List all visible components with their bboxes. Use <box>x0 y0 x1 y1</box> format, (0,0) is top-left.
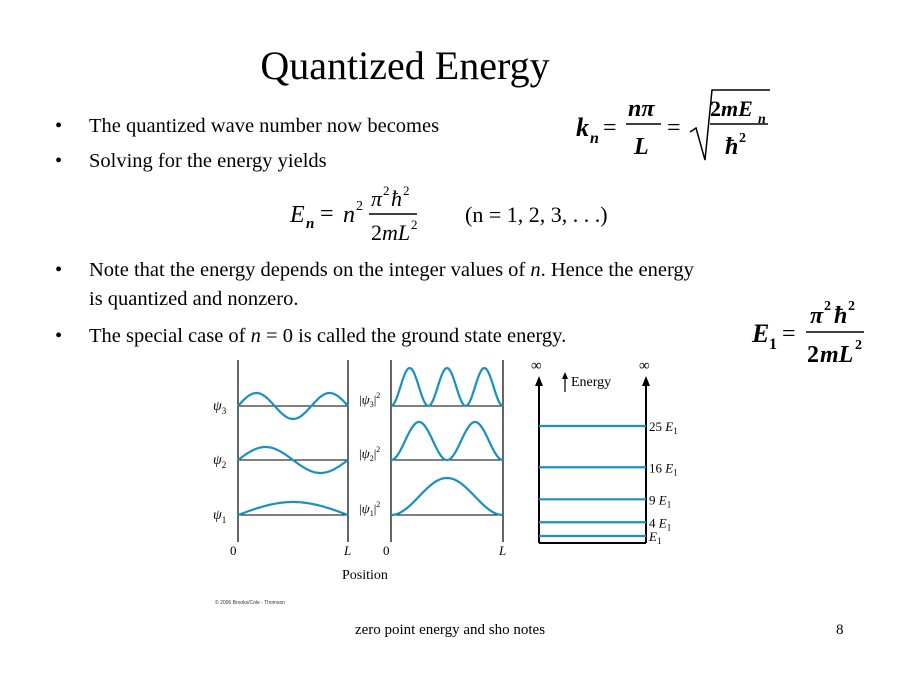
svg-text:k: k <box>576 113 589 142</box>
energy-level-label: 9 $E_1$ <box>649 492 672 510</box>
svg-text:2: 2 <box>848 299 855 314</box>
wave-number-equation <box>570 86 780 166</box>
wavefunction-figure <box>205 352 705 592</box>
prob2-curve <box>391 422 503 460</box>
svg-text:mE: mE <box>721 96 753 121</box>
svg-text:2: 2 <box>356 199 363 214</box>
probability-panel <box>359 360 506 558</box>
svg-text:2: 2 <box>807 342 819 368</box>
copyright-text: © 2006 Brooks/Cole - Thomson <box>215 600 286 606</box>
bullet-marker: • <box>55 259 63 281</box>
psi3-label: $\psi_3$ <box>213 399 227 416</box>
page-number: 8 <box>836 622 844 638</box>
mid-x-start: 0 <box>383 543 390 558</box>
energy-level-panel <box>531 358 678 546</box>
slide-footer: zero point energy and sho notes <box>354 622 546 638</box>
x-axis-label: Position <box>342 568 388 583</box>
psi1-curve <box>238 502 348 515</box>
prob1-curve <box>391 478 503 515</box>
bullet-text: Note that the energy depends on the integer values of n. Hence the energy is quantized and nonzero. <box>89 259 694 310</box>
ground-state-equation <box>748 296 878 376</box>
svg-text:n: n <box>590 130 599 147</box>
bullet-marker: • <box>55 150 63 172</box>
infinity-right: ∞ <box>639 358 650 374</box>
svg-text:n: n <box>343 202 355 228</box>
svg-text:ħ: ħ <box>834 303 848 329</box>
energy-axis-label: Energy <box>571 375 612 390</box>
energy-level-label: $E_1$ <box>649 529 662 546</box>
mid-x-end: L <box>499 543 507 558</box>
svg-text:E: E <box>752 319 770 348</box>
svg-text:2: 2 <box>739 131 746 146</box>
svg-text:E: E <box>290 202 305 228</box>
bullet-text: Solving for the energy yields <box>89 150 327 172</box>
prob2-label: $|\psi_2|^2$ <box>359 445 381 463</box>
slide-title: Quantized Energy <box>260 43 550 88</box>
bullet-text: The quantized wave number now becomes <box>89 115 440 137</box>
energy-level-label: 16 $E_1$ <box>649 460 678 478</box>
svg-text:2: 2 <box>824 299 831 314</box>
svg-text:2: 2 <box>411 217 418 232</box>
svg-text:1: 1 <box>769 336 777 353</box>
svg-text:=: = <box>782 321 796 347</box>
energy-level-label: 25 $E_1$ <box>649 419 678 436</box>
prob3-label: $|\psi_3|^2$ <box>359 391 381 409</box>
svg-text:mL: mL <box>382 220 411 245</box>
svg-text:ħ: ħ <box>725 134 739 160</box>
wavefunction-panel <box>213 360 351 558</box>
prob1-label: $|\psi_1|^2$ <box>359 500 381 518</box>
svg-text:L: L <box>634 134 649 160</box>
svg-text:2: 2 <box>403 183 410 198</box>
bullet-marker: • <box>55 115 63 137</box>
bullet-text: The special case of n = 0 is called the ground state energy. <box>89 325 567 347</box>
svg-text:=: = <box>603 115 617 141</box>
svg-text:2: 2 <box>383 183 390 198</box>
infinity-left: ∞ <box>531 358 542 374</box>
svg-text:n: n <box>306 216 315 232</box>
energy-equation <box>285 180 625 250</box>
svg-text:nπ: nπ <box>628 96 655 122</box>
psi1-label: $\psi_1$ <box>213 508 227 525</box>
svg-text:π: π <box>810 303 824 329</box>
svg-text:2: 2 <box>855 338 862 353</box>
bullet-marker: • <box>55 325 63 347</box>
svg-text:2: 2 <box>371 220 382 245</box>
prob3-curve <box>391 368 503 406</box>
energy-level-label: 4 $E_1$ <box>649 515 672 533</box>
energy-range: (n = 1, 2, 3, . . .) <box>465 202 608 227</box>
left-x-end: L <box>344 543 352 558</box>
svg-text:2: 2 <box>710 96 721 121</box>
svg-text:=: = <box>320 201 334 227</box>
svg-text:=: = <box>667 115 681 141</box>
svg-text:n: n <box>758 112 766 127</box>
svg-text:mL: mL <box>820 342 854 368</box>
psi2-label: $\psi_2$ <box>213 453 227 470</box>
svg-text:ħ: ħ <box>391 186 402 211</box>
svg-text:π: π <box>371 186 383 211</box>
left-x-start: 0 <box>230 543 237 558</box>
